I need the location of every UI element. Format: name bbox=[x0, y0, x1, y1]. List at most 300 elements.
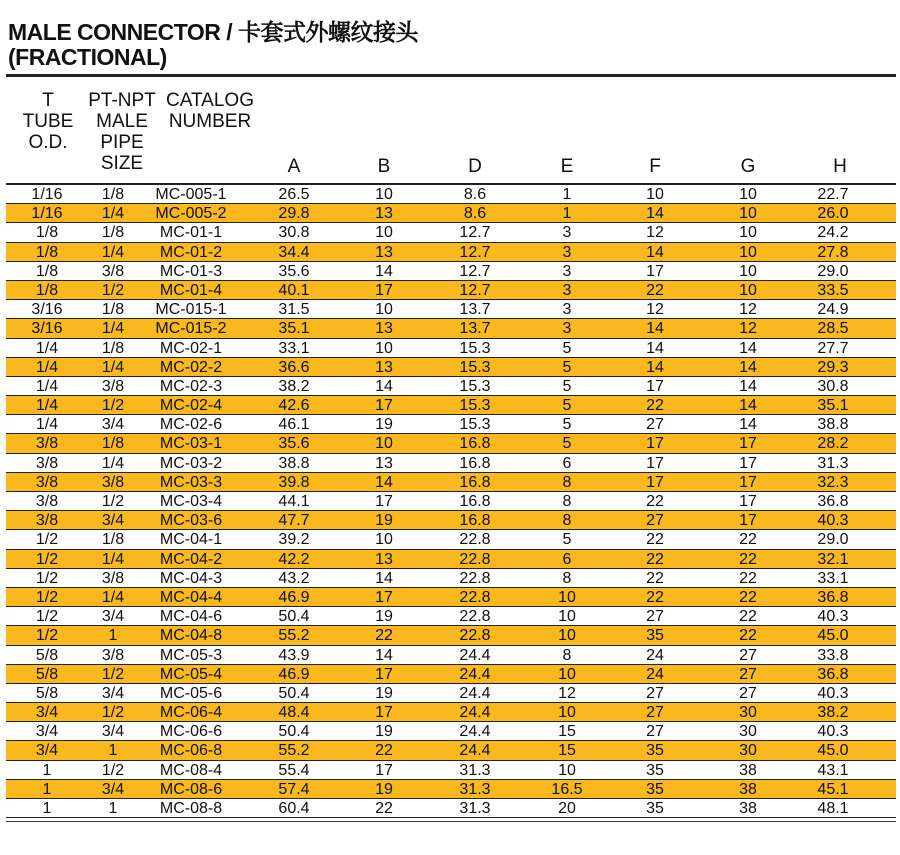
cell-g: 27 bbox=[739, 684, 757, 702]
cell-f: 35 bbox=[646, 627, 664, 645]
table-row bbox=[6, 722, 896, 741]
cell-e: 10 bbox=[558, 704, 576, 722]
table-row bbox=[6, 780, 896, 799]
cell-pipe-size: 1 bbox=[108, 742, 118, 760]
cell-tube-od: 1/4 bbox=[35, 416, 59, 434]
cell-e: 15 bbox=[558, 742, 576, 760]
cell-tube-od: 1/2 bbox=[35, 627, 59, 645]
cell-f: 17 bbox=[646, 262, 664, 280]
cell-d: 24.4 bbox=[459, 723, 491, 741]
cell-h: 29.0 bbox=[817, 531, 849, 549]
cell-e: 5 bbox=[562, 339, 572, 357]
cell-g: 22 bbox=[739, 531, 757, 549]
cell-catalog-number: MC-06-6 bbox=[159, 723, 223, 741]
cell-pipe-size: 1/2 bbox=[101, 665, 125, 683]
table-row bbox=[6, 607, 896, 626]
cell-e: 3 bbox=[562, 320, 572, 338]
cell-e: 3 bbox=[562, 301, 572, 319]
cell-b: 22 bbox=[375, 800, 393, 817]
table-row bbox=[6, 339, 896, 358]
cell-f: 14 bbox=[646, 243, 664, 261]
cell-f: 27 bbox=[646, 684, 664, 702]
cell-b: 10 bbox=[375, 301, 393, 319]
cell-e: 1 bbox=[562, 186, 572, 203]
cell-d: 24.4 bbox=[459, 704, 491, 722]
cell-catalog-number: MC-02-3 bbox=[159, 377, 223, 395]
table-row bbox=[6, 454, 896, 473]
header-a: A bbox=[287, 156, 301, 177]
cell-h: 28.2 bbox=[817, 435, 849, 453]
cell-tube-od: 3/8 bbox=[35, 473, 59, 491]
cell-tube-od: 1/4 bbox=[35, 339, 59, 357]
cell-b: 17 bbox=[375, 493, 393, 510]
cell-f: 22 bbox=[646, 397, 664, 415]
cell-tube-od: 1/16 bbox=[31, 205, 63, 223]
cell-a: 50.4 bbox=[278, 723, 310, 741]
cell-a: 33.1 bbox=[278, 339, 310, 357]
cell-e: 5 bbox=[562, 416, 572, 434]
cell-tube-od: 1/8 bbox=[35, 281, 59, 299]
cell-g: 10 bbox=[739, 262, 757, 280]
cell-h: 48.1 bbox=[817, 800, 849, 817]
cell-h: 38.8 bbox=[817, 416, 849, 434]
header-catalog-line-1: CATALOG bbox=[166, 90, 254, 111]
cell-g: 10 bbox=[739, 205, 757, 223]
cell-h: 40.3 bbox=[817, 608, 849, 626]
cell-a: 38.2 bbox=[278, 377, 310, 395]
cell-f: 27 bbox=[646, 608, 664, 626]
table-row bbox=[6, 703, 896, 722]
cell-d: 15.3 bbox=[459, 397, 491, 415]
cell-tube-od: 1/2 bbox=[35, 550, 59, 568]
cell-d: 8.6 bbox=[463, 205, 487, 223]
cell-catalog-number: MC-02-2 bbox=[159, 358, 223, 376]
cell-tube-od: 1/8 bbox=[35, 224, 59, 242]
header-g: G bbox=[740, 156, 756, 177]
cell-h: 30.8 bbox=[817, 377, 849, 395]
cell-g: 10 bbox=[739, 281, 757, 299]
table-row bbox=[6, 262, 896, 281]
cell-b: 13 bbox=[375, 358, 393, 376]
header-f: F bbox=[649, 156, 661, 177]
header-e: E bbox=[560, 156, 574, 177]
cell-h: 40.3 bbox=[817, 512, 849, 530]
header-h: H bbox=[833, 156, 847, 177]
table-row bbox=[6, 243, 896, 262]
cell-pipe-size: 1/4 bbox=[101, 550, 125, 568]
cell-tube-od: 1/4 bbox=[35, 377, 59, 395]
cell-pipe-size: 1/8 bbox=[101, 435, 125, 453]
cell-f: 14 bbox=[646, 339, 664, 357]
table-row bbox=[6, 569, 896, 588]
cell-tube-od: 1/2 bbox=[35, 608, 59, 626]
cell-g: 12 bbox=[739, 320, 757, 338]
cell-e: 5 bbox=[562, 358, 572, 376]
cell-pipe-size: 1/2 bbox=[101, 397, 125, 415]
header-tube-od bbox=[14, 90, 82, 153]
cell-pipe-size: 1/2 bbox=[101, 761, 125, 779]
cell-g: 17 bbox=[739, 435, 757, 453]
cell-g: 38 bbox=[739, 800, 757, 817]
cell-h: 24.2 bbox=[817, 224, 849, 242]
cell-f: 12 bbox=[646, 301, 664, 319]
title-line-2: (FRACTIONAL) bbox=[8, 44, 167, 70]
cell-a: 39.8 bbox=[278, 473, 310, 491]
cell-b: 17 bbox=[375, 761, 393, 779]
cell-d: 12.7 bbox=[459, 243, 491, 261]
cell-e: 1 bbox=[562, 205, 572, 223]
cell-f: 14 bbox=[646, 358, 664, 376]
cell-b: 19 bbox=[375, 780, 393, 798]
table-row bbox=[6, 358, 896, 377]
table-row bbox=[6, 492, 896, 511]
cell-d: 24.4 bbox=[459, 742, 491, 760]
cell-e: 8 bbox=[562, 473, 572, 491]
cell-b: 14 bbox=[375, 377, 393, 395]
cell-catalog-number: MC-04-4 bbox=[159, 588, 223, 606]
cell-pipe-size: 3/8 bbox=[101, 473, 125, 491]
table-row bbox=[6, 185, 896, 204]
cell-f: 24 bbox=[646, 646, 664, 664]
cell-b: 19 bbox=[375, 512, 393, 530]
cell-f: 10 bbox=[646, 186, 664, 203]
cell-b: 17 bbox=[375, 704, 393, 722]
cell-b: 22 bbox=[375, 627, 393, 645]
cell-f: 27 bbox=[646, 704, 664, 722]
cell-catalog-number: MC-005-1 bbox=[155, 186, 227, 203]
cell-tube-od: 1/8 bbox=[35, 243, 59, 261]
cell-b: 17 bbox=[375, 665, 393, 683]
cell-g: 14 bbox=[739, 416, 757, 434]
cell-g: 14 bbox=[739, 397, 757, 415]
cell-g: 22 bbox=[739, 608, 757, 626]
cell-e: 5 bbox=[562, 377, 572, 395]
cell-catalog-number: MC-015-2 bbox=[155, 320, 227, 338]
cell-pipe-size: 1 bbox=[108, 800, 118, 817]
cell-catalog-number: MC-03-4 bbox=[159, 493, 223, 510]
cell-tube-od: 1 bbox=[42, 800, 52, 817]
cell-e: 5 bbox=[562, 531, 572, 549]
cell-d: 16.8 bbox=[459, 473, 491, 491]
cell-pipe-size: 1/4 bbox=[101, 205, 125, 223]
cell-e: 5 bbox=[562, 435, 572, 453]
cell-e: 10 bbox=[558, 627, 576, 645]
cell-h: 32.3 bbox=[817, 473, 849, 491]
cell-pipe-size: 1/4 bbox=[101, 320, 125, 338]
cell-d: 22.8 bbox=[459, 569, 491, 587]
cell-f: 22 bbox=[646, 531, 664, 549]
cell-d: 16.8 bbox=[459, 493, 491, 510]
cell-h: 40.3 bbox=[817, 684, 849, 702]
cell-catalog-number: MC-06-4 bbox=[159, 704, 223, 722]
cell-f: 27 bbox=[646, 512, 664, 530]
cell-a: 26.5 bbox=[278, 186, 310, 203]
cell-tube-od: 1/4 bbox=[35, 397, 59, 415]
cell-tube-od: 5/8 bbox=[35, 646, 59, 664]
header-catalog-number bbox=[160, 90, 260, 132]
cell-h: 45.0 bbox=[817, 627, 849, 645]
cell-h: 45.1 bbox=[817, 780, 849, 798]
table-bottom-rule bbox=[6, 821, 896, 822]
table-row bbox=[6, 684, 896, 703]
cell-b: 13 bbox=[375, 205, 393, 223]
header-tube-line-1: T bbox=[42, 90, 54, 111]
cell-d: 15.3 bbox=[459, 377, 491, 395]
cell-g: 14 bbox=[739, 377, 757, 395]
cell-pipe-size: 3/8 bbox=[101, 646, 125, 664]
cell-a: 42.6 bbox=[278, 397, 310, 415]
cell-b: 10 bbox=[375, 435, 393, 453]
cell-a: 31.5 bbox=[278, 301, 310, 319]
cell-a: 50.4 bbox=[278, 684, 310, 702]
cell-a: 43.2 bbox=[278, 569, 310, 587]
cell-h: 29.0 bbox=[817, 262, 849, 280]
table-row bbox=[6, 530, 896, 549]
cell-pipe-size: 1/8 bbox=[101, 224, 125, 242]
cell-e: 6 bbox=[562, 550, 572, 568]
cell-h: 33.8 bbox=[817, 646, 849, 664]
cell-d: 22.8 bbox=[459, 588, 491, 606]
cell-catalog-number: MC-005-2 bbox=[155, 205, 227, 223]
cell-e: 10 bbox=[558, 608, 576, 626]
cell-a: 35.6 bbox=[278, 435, 310, 453]
cell-e: 15 bbox=[558, 723, 576, 741]
table-row bbox=[6, 761, 896, 780]
cell-h: 45.0 bbox=[817, 742, 849, 760]
cell-g: 27 bbox=[739, 646, 757, 664]
cell-d: 8.6 bbox=[463, 186, 487, 203]
cell-a: 42.2 bbox=[278, 550, 310, 568]
cell-tube-od: 1/2 bbox=[35, 569, 59, 587]
table-row bbox=[6, 588, 896, 607]
header-tube-line-2: TUBE bbox=[22, 111, 74, 132]
header-pipe-line-1: PT-NPT bbox=[88, 90, 156, 111]
cell-g: 17 bbox=[739, 512, 757, 530]
cell-catalog-number: MC-02-6 bbox=[159, 416, 223, 434]
cell-g: 38 bbox=[739, 761, 757, 779]
cell-tube-od: 3/8 bbox=[35, 435, 59, 453]
cell-f: 17 bbox=[646, 377, 664, 395]
cell-g: 22 bbox=[739, 550, 757, 568]
cell-a: 50.4 bbox=[278, 608, 310, 626]
cell-catalog-number: MC-04-1 bbox=[159, 531, 223, 549]
cell-f: 35 bbox=[646, 742, 664, 760]
cell-b: 17 bbox=[375, 397, 393, 415]
header-pipe-line-4: SIZE bbox=[100, 153, 144, 174]
cell-d: 13.7 bbox=[459, 301, 491, 319]
cell-e: 3 bbox=[562, 243, 572, 261]
cell-e: 10 bbox=[558, 665, 576, 683]
page-title bbox=[8, 20, 418, 70]
cell-a: 46.9 bbox=[278, 665, 310, 683]
cell-pipe-size: 1/4 bbox=[101, 588, 125, 606]
cell-b: 14 bbox=[375, 473, 393, 491]
cell-g: 22 bbox=[739, 569, 757, 587]
cell-b: 14 bbox=[375, 569, 393, 587]
cell-pipe-size: 3/4 bbox=[101, 780, 125, 798]
cell-h: 43.1 bbox=[817, 761, 849, 779]
cell-f: 27 bbox=[646, 723, 664, 741]
table-row bbox=[6, 396, 896, 415]
cell-e: 10 bbox=[558, 588, 576, 606]
cell-e: 10 bbox=[558, 761, 576, 779]
cell-e: 3 bbox=[562, 281, 572, 299]
cell-catalog-number: MC-015-1 bbox=[155, 301, 227, 319]
cell-f: 24 bbox=[646, 665, 664, 683]
cell-g: 12 bbox=[739, 301, 757, 319]
cell-h: 27.7 bbox=[817, 339, 849, 357]
cell-b: 19 bbox=[375, 684, 393, 702]
table-row bbox=[6, 799, 896, 818]
cell-tube-od: 3/8 bbox=[35, 454, 59, 472]
cell-a: 34.4 bbox=[278, 243, 310, 261]
cell-b: 13 bbox=[375, 320, 393, 338]
table-row bbox=[6, 665, 896, 684]
cell-e: 8 bbox=[562, 646, 572, 664]
header-d: D bbox=[468, 156, 482, 177]
cell-h: 40.3 bbox=[817, 723, 849, 741]
cell-a: 55.2 bbox=[278, 627, 310, 645]
cell-e: 8 bbox=[562, 512, 572, 530]
cell-a: 46.1 bbox=[278, 416, 310, 434]
cell-h: 36.8 bbox=[817, 588, 849, 606]
cell-f: 35 bbox=[646, 761, 664, 779]
cell-catalog-number: MC-03-3 bbox=[159, 473, 223, 491]
cell-catalog-number: MC-04-3 bbox=[159, 569, 223, 587]
cell-tube-od: 3/4 bbox=[35, 742, 59, 760]
cell-catalog-number: MC-03-6 bbox=[159, 512, 223, 530]
cell-tube-od: 1/2 bbox=[35, 531, 59, 549]
cell-b: 19 bbox=[375, 723, 393, 741]
cell-f: 14 bbox=[646, 320, 664, 338]
cell-catalog-number: MC-04-6 bbox=[159, 608, 223, 626]
cell-f: 17 bbox=[646, 473, 664, 491]
cell-e: 3 bbox=[562, 262, 572, 280]
cell-f: 22 bbox=[646, 550, 664, 568]
cell-a: 43.9 bbox=[278, 646, 310, 664]
cell-a: 55.4 bbox=[278, 761, 310, 779]
cell-f: 14 bbox=[646, 205, 664, 223]
table-row bbox=[6, 473, 896, 492]
cell-b: 19 bbox=[375, 608, 393, 626]
cell-pipe-size: 1/2 bbox=[101, 493, 125, 510]
cell-b: 10 bbox=[375, 339, 393, 357]
cell-h: 33.1 bbox=[817, 569, 849, 587]
cell-g: 22 bbox=[739, 627, 757, 645]
cell-g: 10 bbox=[739, 243, 757, 261]
cell-catalog-number: MC-05-4 bbox=[159, 665, 223, 683]
cell-f: 22 bbox=[646, 493, 664, 510]
table-row bbox=[6, 377, 896, 396]
cell-d: 22.8 bbox=[459, 627, 491, 645]
table-row bbox=[6, 626, 896, 645]
cell-d: 16.8 bbox=[459, 435, 491, 453]
cell-catalog-number: MC-08-6 bbox=[159, 780, 223, 798]
cell-h: 26.0 bbox=[817, 205, 849, 223]
cell-b: 17 bbox=[375, 588, 393, 606]
header-catalog-line-2: NUMBER bbox=[168, 111, 252, 132]
cell-pipe-size: 3/8 bbox=[101, 377, 125, 395]
cell-e: 8 bbox=[562, 493, 572, 510]
cell-b: 14 bbox=[375, 262, 393, 280]
cell-tube-od: 1/8 bbox=[35, 262, 59, 280]
cell-f: 27 bbox=[646, 416, 664, 434]
cell-catalog-number: MC-08-4 bbox=[159, 761, 223, 779]
cell-d: 24.4 bbox=[459, 684, 491, 702]
cell-f: 22 bbox=[646, 588, 664, 606]
cell-h: 36.8 bbox=[817, 493, 849, 510]
cell-a: 48.4 bbox=[278, 704, 310, 722]
cell-b: 10 bbox=[375, 186, 393, 203]
table-row bbox=[6, 415, 896, 434]
table-row bbox=[6, 204, 896, 223]
cell-f: 17 bbox=[646, 454, 664, 472]
cell-a: 35.6 bbox=[278, 262, 310, 280]
cell-g: 14 bbox=[739, 339, 757, 357]
cell-d: 22.8 bbox=[459, 531, 491, 549]
cell-e: 6 bbox=[562, 454, 572, 472]
cell-d: 16.8 bbox=[459, 454, 491, 472]
cell-a: 57.4 bbox=[278, 780, 310, 798]
header-pipe-size bbox=[84, 90, 160, 174]
cell-b: 22 bbox=[375, 742, 393, 760]
cell-b: 13 bbox=[375, 550, 393, 568]
cell-g: 30 bbox=[739, 704, 757, 722]
cell-b: 10 bbox=[375, 531, 393, 549]
cell-pipe-size: 1/8 bbox=[101, 339, 125, 357]
cell-h: 27.8 bbox=[817, 243, 849, 261]
cell-g: 27 bbox=[739, 665, 757, 683]
cell-a: 29.8 bbox=[278, 205, 310, 223]
table-row bbox=[6, 741, 896, 760]
cell-d: 12.7 bbox=[459, 224, 491, 242]
cell-g: 30 bbox=[739, 723, 757, 741]
cell-h: 33.5 bbox=[817, 281, 849, 299]
cell-tube-od: 3/16 bbox=[31, 320, 63, 338]
cell-b: 17 bbox=[375, 281, 393, 299]
table-row bbox=[6, 319, 896, 338]
cell-catalog-number: MC-02-1 bbox=[159, 339, 223, 357]
cell-h: 29.3 bbox=[817, 358, 849, 376]
cell-b: 19 bbox=[375, 416, 393, 434]
cell-b: 13 bbox=[375, 243, 393, 261]
cell-h: 32.1 bbox=[817, 550, 849, 568]
table-row bbox=[6, 300, 896, 319]
title-line-1: MALE CONNECTOR / 卡套式外螺纹接头 bbox=[8, 19, 419, 45]
cell-d: 31.3 bbox=[459, 761, 491, 779]
cell-catalog-number: MC-04-2 bbox=[159, 550, 223, 568]
cell-pipe-size: 3/4 bbox=[101, 723, 125, 741]
header-b: B bbox=[377, 156, 391, 177]
cell-b: 14 bbox=[375, 646, 393, 664]
cell-d: 24.4 bbox=[459, 646, 491, 664]
cell-catalog-number: MC-01-3 bbox=[159, 262, 223, 280]
cell-pipe-size: 1/4 bbox=[101, 454, 125, 472]
cell-tube-od: 1/16 bbox=[31, 186, 63, 203]
cell-pipe-size: 1/2 bbox=[101, 281, 125, 299]
cell-e: 20 bbox=[558, 800, 576, 817]
cell-a: 44.1 bbox=[278, 493, 310, 510]
cell-tube-od: 1/2 bbox=[35, 588, 59, 606]
cell-tube-od: 1/4 bbox=[35, 358, 59, 376]
cell-pipe-size: 3/4 bbox=[101, 416, 125, 434]
cell-g: 17 bbox=[739, 473, 757, 491]
cell-catalog-number: MC-02-4 bbox=[159, 397, 223, 415]
table-row bbox=[6, 550, 896, 569]
cell-e: 8 bbox=[562, 569, 572, 587]
cell-pipe-size: 1/8 bbox=[101, 531, 125, 549]
cell-pipe-size: 3/4 bbox=[101, 684, 125, 702]
